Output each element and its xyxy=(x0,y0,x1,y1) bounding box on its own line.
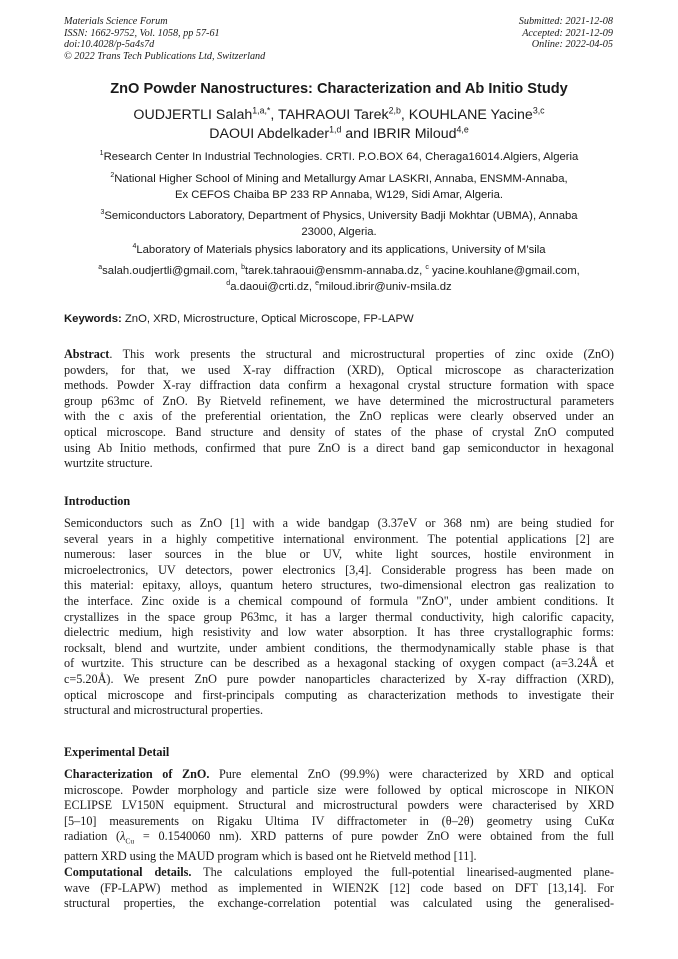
abstract-line: . This work presents the structural and microstructural properties of zinc oxide (ZnO) xyxy=(109,347,614,361)
affiliation-text: 23000, Algeria. xyxy=(301,225,377,238)
submission-dates xyxy=(519,16,613,51)
journal-name: Materials Science Forum xyxy=(64,16,168,27)
issn-line: ISSN: 1662-9752, Vol. 1058, pp 57-61 xyxy=(64,27,220,39)
intro-line: this material: epitaxy, alloys, quantum hetero structures, two-dimensional electron gas realization to xyxy=(64,578,614,593)
abstract-line: powders, for that, we used X-ray diffraction (XRD), Optical microscope as characterization xyxy=(64,362,614,377)
exp-line: [5–10] measurements on Rigaku Ultima IV diffractometer in (θ–2θ) geometry using CuKα xyxy=(64,813,614,828)
email-sup: e xyxy=(315,279,320,287)
radiation-post: = 0.1540060 nm). XRD patterns of pure powder ZnO were obtained from the full xyxy=(134,829,614,844)
copyright-line: © 2022 Trans Tech Publications Ltd, Switzerland xyxy=(64,50,266,62)
experimental-body xyxy=(64,767,614,912)
affiliation-sup: 4 xyxy=(132,243,137,251)
email-link[interactable]: salah.oudjertli@gmail.com, xyxy=(102,265,242,277)
author-line-1 xyxy=(40,106,638,125)
exp-line: Pure elemental ZnO (99.9%) were characterized by XRD and optical xyxy=(209,767,614,781)
abstract xyxy=(64,347,614,472)
intro-line: microelectronics, UV detectors, power electronics [3,4]. Considerable progress has been made on xyxy=(64,562,614,577)
affiliation-3 xyxy=(58,209,620,240)
affiliation-text: Research Center In Industrial Technologies. CRTI. P.O.BOX 64, Cheraga16014.Algiers, Algeria xyxy=(103,151,579,163)
author-name: DAOUI Abdelkader xyxy=(209,126,330,142)
exp-line: ECLIPSE LV150N equipment. Structural and microstructural powders were characterised by XRD xyxy=(64,798,614,813)
affiliation-sup: 2 xyxy=(110,172,115,180)
intro-line: numerous: laser sources in the blue or UV, white light sources, hostile environment in xyxy=(64,547,614,562)
author-separator: and xyxy=(341,126,373,142)
author-name: TAHRAOUI Tarek xyxy=(277,107,389,123)
intro-line: c=5.20Å). We present ZnO pure powder nanoparticles characterized by X-ray diffraction (XRD), xyxy=(64,671,614,686)
radiation-line xyxy=(64,829,614,849)
exp-line: structural properties, the exchange-correlation potential was calculated using the generalised- xyxy=(64,896,614,911)
intro-line: crystallizes in the space group P63mc, it has a larger thermal conductivity, high calorific capacity, xyxy=(64,609,614,624)
affiliation-text: Semiconductors Laboratory, Department of Physics, University Badji Mokhtar (UBMA), Annaba xyxy=(104,210,578,222)
abstract-line: with the c axis of the preferential orientation, the ZnO replicas were clearly observed under an xyxy=(64,409,614,424)
characterization-label: Characterization of ZnO. xyxy=(64,767,210,781)
affiliation-sup: 3 xyxy=(100,209,105,217)
author-sup: 3,c xyxy=(532,105,545,116)
affiliation-sup: 1 xyxy=(99,150,104,158)
author-sup: 1,d xyxy=(329,124,342,135)
intro-line: rocksalt, blend and wurtzite, under ambient conditions, the thermodynamically stable phase is that xyxy=(64,640,614,655)
email-link[interactable]: yacine.kouhlane@gmail.com, xyxy=(428,265,580,277)
author-name: KOUHLANE Yacine xyxy=(408,107,533,123)
affiliation-1 xyxy=(58,150,620,166)
abstract-line: group p63mc of ZnO. By Rietveld refinement, we have determined the microstructural parameters xyxy=(64,393,614,408)
submitted-date: Submitted: 2021-12-08 xyxy=(518,16,613,27)
keywords-label: Keywords: xyxy=(64,313,122,325)
abstract-line: methods. Powder X-ray diffraction data confirm a hexagonal crystal structure formation with space xyxy=(64,378,614,393)
journal-info xyxy=(64,16,265,62)
author-name: IBRIR Miloud xyxy=(372,126,457,142)
author-sup: 2,b xyxy=(388,105,401,116)
exp-line: pattern XRD using the MAUD program which is based ont he Rietveld method [11]. xyxy=(64,849,477,864)
introduction-body xyxy=(64,516,614,719)
affiliation-text: National Higher School of Mining and Metallurgy Amar LASKRI, Annaba, ENSMM-Annaba, xyxy=(114,173,568,185)
email-link[interactable]: tarek.tahraoui@ensmm-annaba.dz, xyxy=(244,265,426,277)
experimental-heading: Experimental Detail xyxy=(64,745,170,759)
abstract-line: optical microscope. Band structure and density of states of the phase of crystal ZnO computed xyxy=(64,424,614,439)
author-line-2 xyxy=(40,125,638,144)
affiliation-4 xyxy=(58,243,620,259)
exp-line: microscope. Powder morphology and particle size were followed by optical microscope in NIKON xyxy=(64,782,614,797)
intro-line: several years in a highly competitive international environment. The potential applications [2] are xyxy=(64,531,614,546)
intro-line: structural and microstructural properties. xyxy=(64,703,263,718)
author-separator: , xyxy=(270,107,278,123)
author-name: OUDJERTLI Salah xyxy=(133,107,253,123)
email-sup: a xyxy=(98,264,103,272)
email-line-2 xyxy=(58,280,620,296)
email-sup: b xyxy=(241,264,245,272)
accepted-date: Accepted: 2021-12-09 xyxy=(522,27,613,39)
exp-line: The calculations employed the full-potential linearised-augmented plane- xyxy=(191,865,614,879)
email-line-1 xyxy=(58,264,620,280)
abstract-line: wurtzite structure. xyxy=(64,456,153,471)
keywords xyxy=(64,313,624,325)
email-link[interactable]: miloud.ibrir@univ-msila.dz xyxy=(319,280,452,293)
online-date: Online: 2022-04-05 xyxy=(531,39,613,51)
lambda-symbol: λ xyxy=(120,829,126,844)
lambda-sub: Cu xyxy=(125,836,135,846)
introduction-heading: Introduction xyxy=(64,494,131,508)
author-list xyxy=(40,106,638,144)
email-sup: d xyxy=(226,279,231,287)
author-separator: , xyxy=(400,107,409,123)
affiliation-text: Laboratory of Materials physics laboratory and its applications, University of M’sila xyxy=(136,244,546,256)
affiliation-text: Ex CEFOS Chaiba BP 233 RP Annaba, W129, Sidi Amar, Algeria. xyxy=(174,188,503,201)
abstract-line: using Ab Initio methods, confirmed that pure ZnO is a direct band gap semiconductor in hexagonal xyxy=(64,440,614,455)
intro-line: Semiconductors such as ZnO [1] with a wide bandgap (3.37eV or 368 nm) are being studied for xyxy=(64,516,614,530)
intro-line: dielectric medium, high resistivity and low water absorption. It has three crystallographic forms: xyxy=(64,625,614,640)
email-sup: c xyxy=(425,264,429,272)
radiation-pre: radiation ( xyxy=(64,829,121,844)
author-sup: 4,e xyxy=(456,124,469,135)
computational-label: Computational details. xyxy=(64,865,192,879)
intro-line: of wurtzite. This structure can be described as a hexagonal stacking of oxygen compact (a=3.24Å et xyxy=(64,656,614,671)
affiliation-2 xyxy=(58,172,620,203)
email-list xyxy=(58,264,620,295)
author-sup: 1,a,* xyxy=(252,105,271,116)
intro-line: the interface. Zinc oxide is a chemical compound of formula "ZnO", under ambient conditions. It xyxy=(64,593,614,608)
keywords-text: ZnO, XRD, Microstructure, Optical Microscope, FP-LAPW xyxy=(121,313,414,325)
doi-line: doi:10.4028/p-5a4s7d xyxy=(64,39,155,51)
intro-line: optical microscope and first-principals computing as characterization methods to investigate their xyxy=(64,687,614,702)
paper-title: ZnO Powder Nanostructures: Characterization and Ab Initio Study xyxy=(110,81,568,97)
email-link[interactable]: a.daoui@crti.dz, xyxy=(230,280,316,293)
abstract-label: Abstract xyxy=(64,347,110,361)
exp-line: wave (FP-LAPW) method as implemented in WIEN2K [12] code based on DFT [13,14]. For xyxy=(64,880,614,895)
